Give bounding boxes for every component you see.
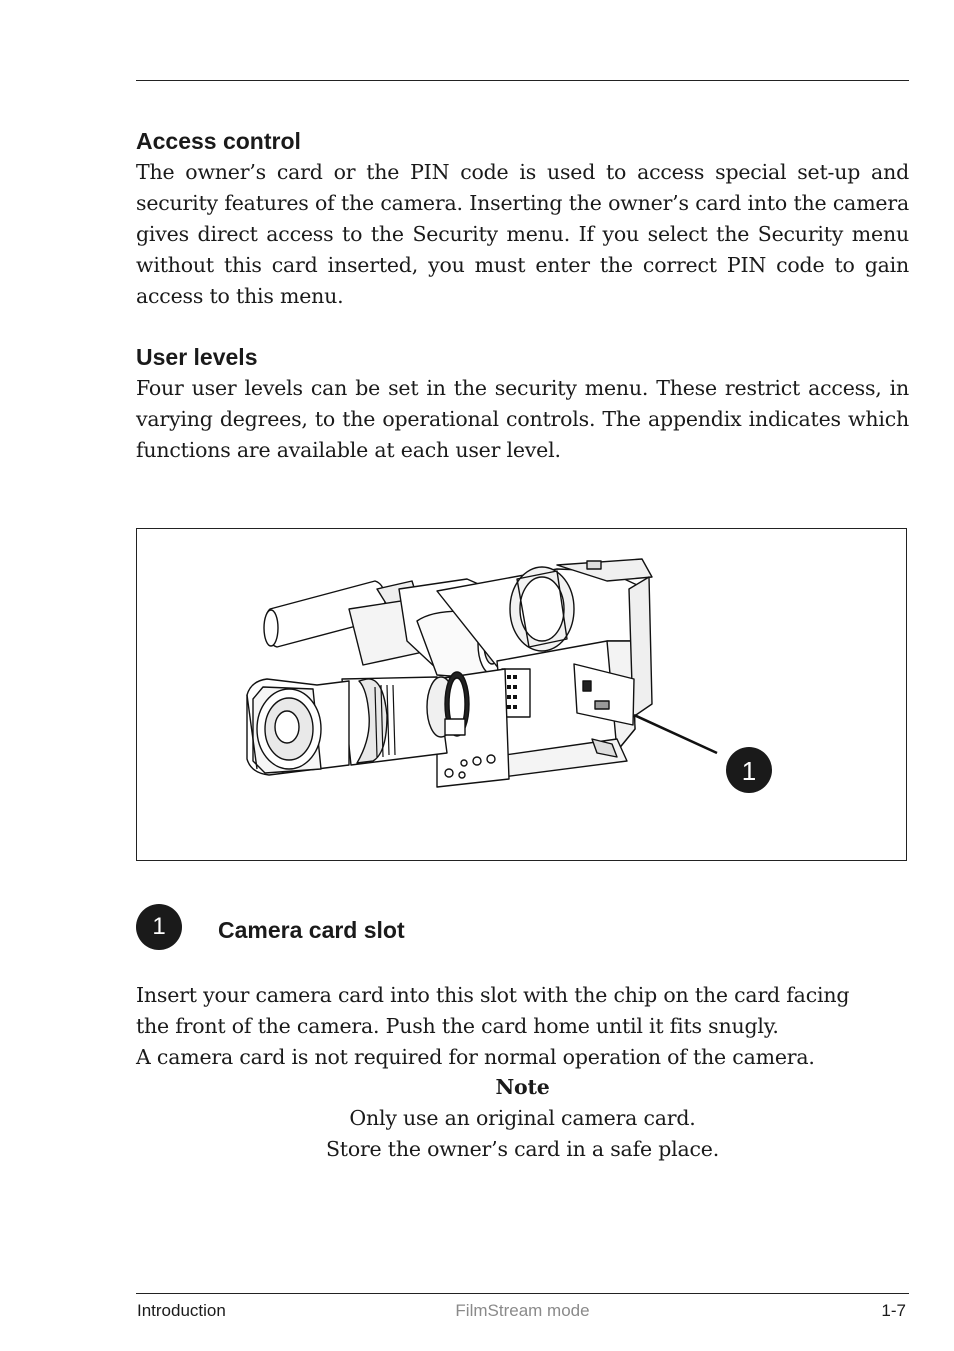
heading-user-levels: User levels xyxy=(136,344,258,370)
paragraph-access-control: The owner’s card or the PIN code is used to access special set-up and security features of the camera. Inserting the owner’s card into the camera gives direct access to the Security menu. If you select the Security menu without this card inserted, you must enter the correct PIN code to gain access to this menu. xyxy=(136,160,909,308)
callout-description xyxy=(136,980,909,1073)
camera-figure xyxy=(136,528,907,861)
note-line: Only use an original camera card. xyxy=(349,1106,696,1130)
callout-number-badge: 1 xyxy=(136,904,182,950)
camera-illustration xyxy=(137,529,908,862)
callout-line: Insert your camera card into this slot with the chip on the card facing xyxy=(136,983,850,1007)
footer-section-title: Introduction xyxy=(137,1301,226,1320)
callout-title: Camera card slot xyxy=(218,917,405,943)
note-line: Store the owner’s card in a safe place. xyxy=(325,1137,720,1161)
callout-line: the front of the camera. Push the card home until it fits snugly. xyxy=(136,1014,779,1038)
footer-page-number: 1-7 xyxy=(881,1301,906,1320)
note-box xyxy=(136,1072,909,1165)
paragraph-user-levels: Four user levels can be set in the security menu. These restrict access, in varying degrees, to the operational controls. The appendix indicates which functions are available at each user level. xyxy=(136,376,909,462)
header-rule xyxy=(136,80,909,81)
figure-callout-number: 1 xyxy=(741,756,757,786)
callout-line: A camera card is not required for normal operation of the camera. xyxy=(136,1045,815,1069)
heading-access-control: Access control xyxy=(136,128,301,154)
footer-chapter-title: FilmStream mode xyxy=(455,1301,590,1320)
footer-rule xyxy=(136,1293,909,1294)
note-title: Note xyxy=(495,1075,550,1099)
